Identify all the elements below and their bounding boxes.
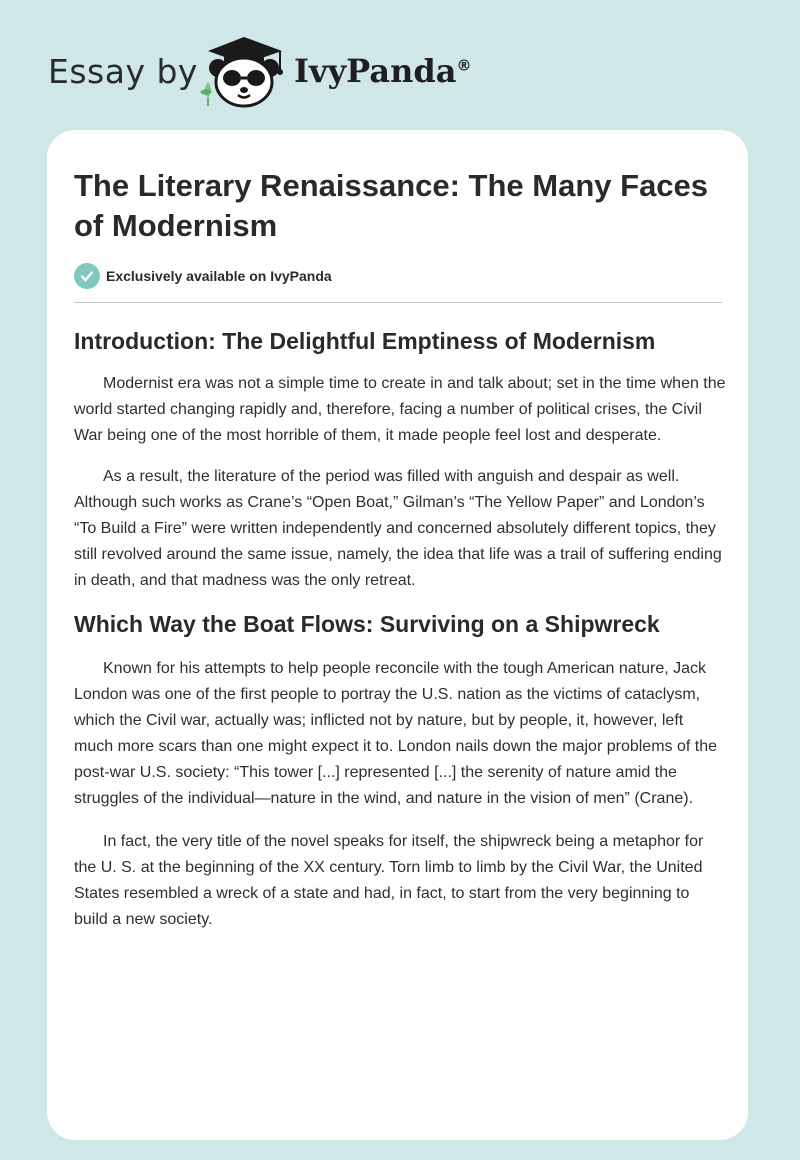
exclusive-badge-label: Exclusively available on IvyPanda <box>106 268 332 284</box>
essay-card <box>47 130 748 1140</box>
paragraph: As a result, the literature of the period was filled with anguish and despair as well. Although such works as Crane’s “Open Boat,” Gilman’s “The Yellow Paper” and London’s “To Build a Fire” were written independently and concerned absolutely different topics, they still revolved around the same issue, namely, the idea that life was a trail of suffering ending in death, and that madness was the only retreat. <box>74 468 722 589</box>
section-heading: Introduction: The Delightful Emptiness of Modernism <box>74 328 656 354</box>
essay-title: The Literary Renaissance: The Many Faces of Modernism <box>74 168 709 243</box>
essay-by-label: Essay by <box>48 52 198 91</box>
paragraph: Known for his attempts to help people reconcile with the tough American nature, Jack London was one of the first people to portray the U.S. nation as the victims of cataclysm, which the Civil war, actually was; inflicted not by nature, but by people, it, however, left much more scars than one might expect it to. London nails down the major problems of the post-war U.S. society: “This tower [...] represented [...] the serenity of nature amid the struggles of the individual—nature in the wind, and nature in the vision of men” (Crane). <box>74 660 718 807</box>
ivypanda-wordmark[interactable]: IvyPanda® <box>294 52 472 90</box>
section-heading: Which Way the Boat Flows: Surviving on a Shipwreck <box>74 611 660 637</box>
exclusive-badge <box>74 263 332 289</box>
title-divider <box>74 302 722 303</box>
site-header <box>48 30 508 110</box>
paragraph: In fact, the very title of the novel speaks for itself, the shipwreck being a metaphor for the U. S. at the beginning of the XX century. Torn limb to limb by the Civil War, the United States resembled a wreck of a state and had, in fact, to start from the very beginning to build a new society. <box>74 833 704 928</box>
panda-graduate-icon[interactable] <box>200 34 288 108</box>
paragraph: Modernist era was not a simple time to create in and talk about; set in the time when the world started changing rapidly and, therefore, facing a number of political crises, the Civil War being one of the most horrible of them, it made people feel lost and desperate. <box>74 375 726 444</box>
check-circle-icon <box>74 263 100 289</box>
essay-body <box>74 320 726 933</box>
registered-mark: ® <box>456 56 472 75</box>
